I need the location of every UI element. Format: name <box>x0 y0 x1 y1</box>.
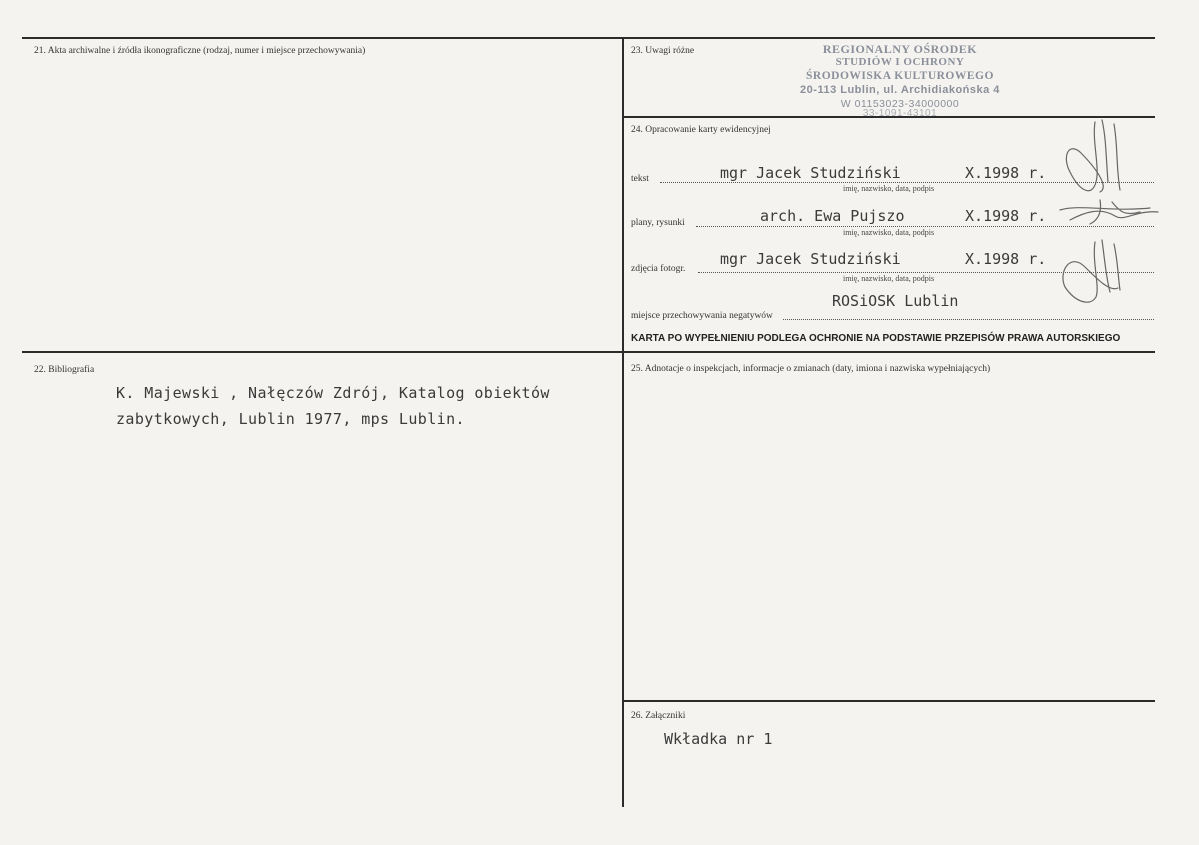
copyright-notice: KARTA PO WYPEŁNIENIU PODLEGA OCHRONIE NA PODSTAWIE PRZEPISÓW PRAWA AUTORSKIEGO <box>631 333 1121 344</box>
rule-25-26 <box>622 700 1155 702</box>
section-21-label: 21. Akta archiwalne i źródła ikonograficzne (rodzaj, numer i miejsce przechowywania) <box>34 46 366 56</box>
stamp-line-6: 33-1091-43101 <box>862 108 938 119</box>
negatives-value: ROSiOSK Lublin <box>832 292 959 310</box>
signature-scribbles <box>1040 112 1170 312</box>
institution-stamp <box>770 42 1030 118</box>
section-26-label: 26. Załączniki <box>631 711 686 721</box>
stamp-line-4: 20-113 Lublin, ul. Archidiakońska 4 <box>800 84 1000 96</box>
row-tekst-date: X.1998 r. <box>965 164 1047 182</box>
middle-rule <box>22 351 1155 353</box>
row-plany-sub: imię, nazwisko, data, podpis <box>843 228 935 237</box>
row-tekst-value: mgr Jacek Studziński <box>720 164 901 182</box>
stamp-line-1: REGIONALNY OŚRODEK <box>822 42 978 56</box>
row-zdjecia-sub: imię, nazwisko, data, podpis <box>843 274 935 283</box>
negatives-dots <box>783 319 1154 320</box>
stamp-line-5: W 01153023-34000000 <box>840 98 960 110</box>
stamp-line-3: ŚRODOWISKA KULTUROWEGO <box>806 70 994 82</box>
negatives-label: miejsce przechowywania negatywów <box>631 311 773 321</box>
row-tekst-label: tekst <box>631 174 649 184</box>
bibliography-line-1: K. Majewski , Nałęczów Zdrój, Katalog obiektów <box>116 384 550 402</box>
center-divider <box>622 37 624 807</box>
section-22-label: 22. Bibliografia <box>34 365 95 375</box>
row-plany-value: arch. Ewa Pujszo <box>760 207 905 225</box>
section-23-label: 23. Uwagi różne <box>631 46 695 56</box>
section-24-label: 24. Opracowanie karty ewidencyjnej <box>631 125 771 135</box>
bibliography-line-2: zabytkowych, Lublin 1977, mps Lublin. <box>116 410 465 428</box>
row-zdjecia-date: X.1998 r. <box>965 250 1047 268</box>
section-25-label: 25. Adnotacje o inspekcjach, informacje o zmianach (daty, imiona i nazwiska wypełniających) <box>631 364 991 374</box>
attachment-value: Wkładka nr 1 <box>664 730 773 748</box>
top-rule <box>22 37 1155 39</box>
row-zdjecia-label: zdjęcia fotogr. <box>631 264 686 274</box>
row-zdjecia-value: mgr Jacek Studziński <box>720 250 901 268</box>
row-plany-label: plany, rysunki <box>631 218 685 228</box>
stamp-line-2: STUDIÓW I OCHRONY <box>835 56 965 68</box>
row-plany-date: X.1998 r. <box>965 207 1047 225</box>
row-tekst-sub: imię, nazwisko, data, podpis <box>843 184 935 193</box>
